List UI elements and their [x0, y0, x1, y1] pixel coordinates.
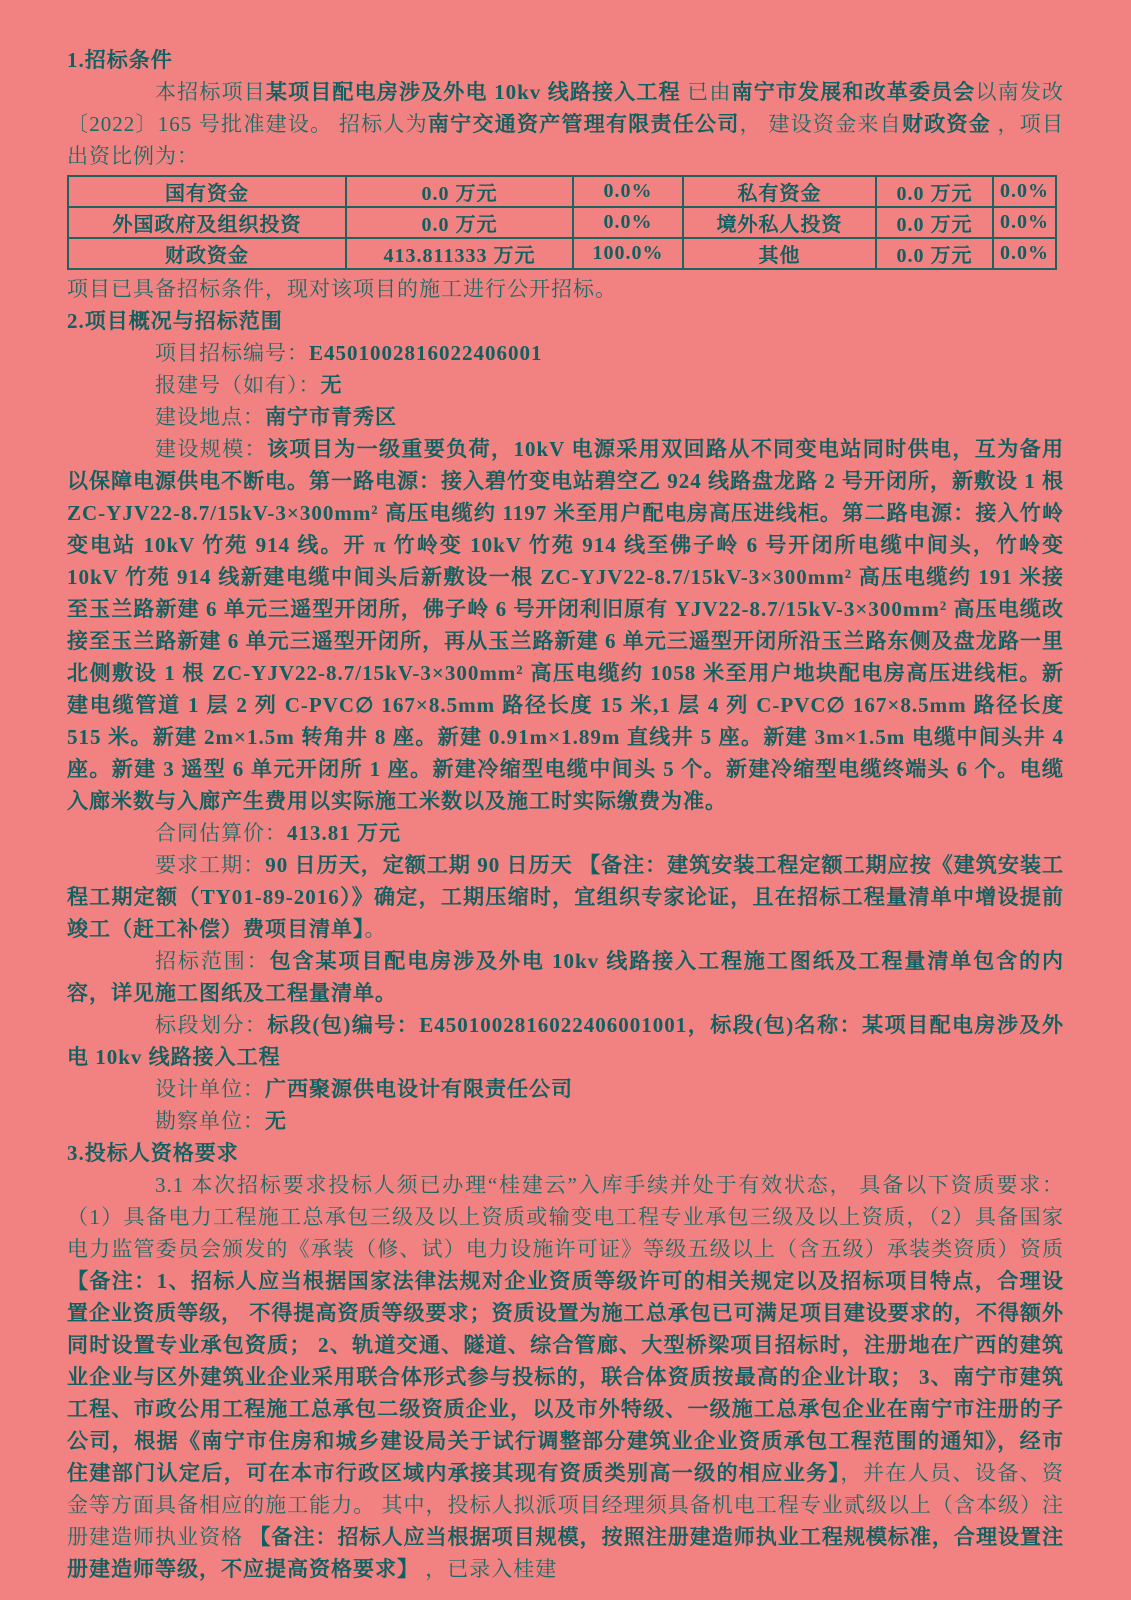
duration-value: 90 日历天，定额工期 90 日历天 — [265, 853, 579, 877]
funding-row-foreign — [68, 207, 1056, 238]
location-label: 建设地点： — [155, 405, 265, 429]
project-name-emphasis: 某项目配电房涉及外电 10kv 线路接入工程 — [265, 80, 681, 104]
funding-cell: 境外私人投资 — [683, 207, 876, 238]
qualification-requirement-text: 3.1 本次招标要求投标人须已办理“桂建云”入库手续并处于有效状态， 具备以下资质要求：（1）具备电力工程施工总承包三级及以上资质或输变电工程专业承包三级及以上资质，（2）具备国家电力监管委员会颁发的《承装（修、试）电力设施许可证》等级五级以上（含五级）承装类资质）资质 — [67, 1173, 1064, 1261]
scope-label: 招标范围： — [155, 949, 270, 973]
scale-label: 建设规模： — [155, 437, 268, 461]
qualification-note-2: 【备注：招标人应当根据项目规模，按照注册建造师执业工程规模标准，合理设置注册建造师等级，不应提高资格要求】 — [67, 1525, 1065, 1581]
construction-scale-paragraph — [67, 433, 1064, 817]
designer-label: 设计单位： — [155, 1077, 265, 1101]
survey-value: 无 — [265, 1109, 287, 1133]
duration-paragraph — [67, 849, 1064, 945]
bid-code-line — [67, 337, 1064, 369]
duration-tail: 。 — [364, 917, 387, 941]
section-3-heading: 3.投标人资格要求 — [67, 1141, 239, 1165]
funding-cell: 0.0 万元 — [346, 176, 573, 207]
funding-cell: 外国政府及组织投资 — [68, 207, 346, 238]
location-line — [67, 401, 1064, 433]
tenderee-name-emphasis: 南宁交通资产管理有限责任公司 — [427, 112, 740, 136]
funding-cell: 0.0% — [993, 238, 1056, 269]
funding-cell: 财政资金 — [68, 238, 346, 269]
bidder-qualification-paragraph — [67, 1169, 1064, 1585]
duration-note: 【备注：建筑安装工程定额工期应按《建筑安装工程工期定额（TY01-89-2016）》确定，工期压缩时，宜组织专家论证，且在招标工程量清单中增设提前竣工（赶工补偿）费项目清单】 — [67, 853, 1065, 941]
qualification-tail-text: ，已录入桂建 — [419, 1557, 558, 1581]
funding-ratio-table — [67, 175, 1057, 270]
funding-cell: 0.0% — [573, 176, 683, 207]
project-manager-requirement-text: ，并在人员、设备、资金等方面具备相应的施工能力。 其中，投标人拟派项目经理须具备机电工程专业贰级以上（含本级）注册建造师执业资格 — [67, 1461, 1065, 1549]
section-2-heading: 2.项目概况与招标范围 — [67, 309, 283, 333]
approval-number-text: 以南发改〔2022〕165 号批准建设。 招标人为 — [67, 80, 1065, 136]
bid-code-label: 项目招标编号： — [155, 341, 309, 365]
funding-cell: 0.0 万元 — [876, 176, 993, 207]
tender-document-page — [67, 44, 1064, 1585]
filing-value: 无 — [320, 373, 343, 397]
lot-division-paragraph — [67, 1009, 1064, 1073]
duration-label: 要求工期： — [155, 853, 266, 877]
intro-text: ， 建设资金来自 — [739, 112, 902, 136]
filing-number-line — [67, 369, 1064, 401]
funding-row-state — [68, 176, 1056, 207]
bid-code-value: E4501002816022406001 — [309, 341, 543, 365]
funding-cell: 0.0 万元 — [876, 207, 993, 238]
scale-description: 该项目为一级重要负荷，10kV 电源采用双回路从不同变电站同时供电，互为备用以保障电源供电不断电。第一路电源：接入碧竹变电站碧空乙 924 线路盘龙路 2 号开闭所，新敷设 1 根 ZC-YJV22-8.7/15kV-3×300mm² 高压电缆约 1197 米至用户配电房高压进线柜。第二路电源：接入竹岭变电站 10kV 竹苑 914 线。开 π 竹岭变 10kV 竹苑 914 线至佛子岭 6 号开闭所电缆中间头，竹岭变 10kV 竹苑 914 线新建电缆中间头后新敷设一根 ZC-YJV22-8.7/15kV-3×300mm² 高压电缆约 191 米接至玉兰路新建 6 单元三遥型开闭所，佛子岭 6 号开闭利旧原有 YJV22-8.7/15kV-3×300mm² 高压电缆改接至玉兰路新建 6 单元三遥型开闭所，再从玉兰路新建 6 单元三遥型开闭所沿玉兰路东侧及盘龙路一里北侧敷设 1 根 ZC-YJV22-8.7/15kV-3×300mm² 高压电缆约 1058 米至用户地块配电房高压进线柜。新建电缆管道 1 层 2 列 C-PVC∅ 167×8.5mm 路径长度 15 米,1 层 4 列 C-PVC∅ 167×8.5mm 路径长度 515 米。新建 2m×1.5m 转角井 8 座。新建 0.91m×1.89m 直线井 5 座。新建 3m×1.5m 电缆中间头井 4 座。新建 3 遥型 6 单元开闭所 1 座。新建冷缩型电缆中间头 5 个。新建冷缩型电缆终端头 6 个。电缆入廊米数与入廊产生费用以实际施工米数以及施工时实际缴费为准。 — [67, 437, 1064, 813]
contract-price-line — [67, 817, 1064, 849]
funding-cell: 0.0% — [993, 176, 1056, 207]
section-1-heading: 1.招标条件 — [67, 48, 173, 72]
price-value: 413.81 万元 — [287, 821, 401, 845]
funding-row-fiscal — [68, 238, 1056, 269]
filing-label: 报建号（如有）： — [155, 373, 321, 397]
approval-authority-emphasis: 南宁市发展和改革委员会 — [731, 80, 976, 104]
designer-value: 广西聚源供电设计有限责任公司 — [265, 1077, 573, 1101]
funding-cell: 其他 — [683, 238, 876, 269]
tender-scope-paragraph — [67, 945, 1064, 1009]
fund-source-emphasis: 财政资金 — [901, 112, 991, 136]
survey-line — [67, 1105, 1064, 1137]
intro-text: 已由 — [680, 80, 732, 104]
survey-label: 勘察单位： — [155, 1109, 265, 1133]
funding-cell: 0.0 万元 — [876, 238, 993, 269]
funding-cell: 413.811333 万元 — [346, 238, 573, 269]
qualification-note-1: 【备注：1、招标人应当根据国家法律法规对企业资质等级许可的相关规定以及招标项目特点，合理设置企业资质等级， 不得提高资质等级要求；资质设置为施工总承包已可满足项目建设要求的，不得额外同时设置专业承包资质； 2、轨道交通、隧道、综合管廊、大型桥梁项目招标时，注册地在广西的建筑业企业与区外建筑业企业采用联合体形式参与投标的，联合体资质按最高的企业计取； 3、南宁市建筑工程、市政公用工程施工总承包二级资质企业，以及市外特级、一级施工总承包企业在南宁市注册的子公司，根据《南宁市住房和城乡建设局关于试行调整部分建筑业企业资质承包工程范围的通知》，经市住建部门认定后，可在本市行政区域内承接其现有资质类别高一级的相应业务】 — [67, 1269, 1064, 1485]
tender-ready-paragraph: 项目已具备招标条件，现对该项目的施工进行公开招标。 — [67, 277, 617, 301]
designer-line — [67, 1073, 1064, 1105]
funding-cell: 0.0% — [573, 207, 683, 238]
funding-cell: 国有资金 — [68, 176, 346, 207]
funding-cell: 100.0% — [573, 238, 683, 269]
funding-cell: 0.0 万元 — [346, 207, 573, 238]
lot-label: 标段划分： — [155, 1013, 268, 1037]
scope-value: 包含某项目配电房涉及外电 10kv 线路接入工程施工图纸及工程量清单包含的内容，详见施工图纸及工程量清单。 — [67, 949, 1064, 1005]
funding-cell: 0.0% — [993, 207, 1056, 238]
price-label: 合同估算价： — [155, 821, 287, 845]
tender-conditions-paragraph — [67, 76, 1064, 172]
location-value: 南宁市青秀区 — [265, 405, 397, 429]
funding-cell: 私有资金 — [683, 176, 876, 207]
intro-text: 本招标项目 — [155, 80, 266, 104]
intro-text: ，项目出资比例为： — [67, 112, 1065, 168]
lot-value: 标段(包)编号：E4501002816022406001001，标段(包)名称：某项目配电房涉及外电 10kv 线路接入工程 — [67, 1013, 1064, 1069]
